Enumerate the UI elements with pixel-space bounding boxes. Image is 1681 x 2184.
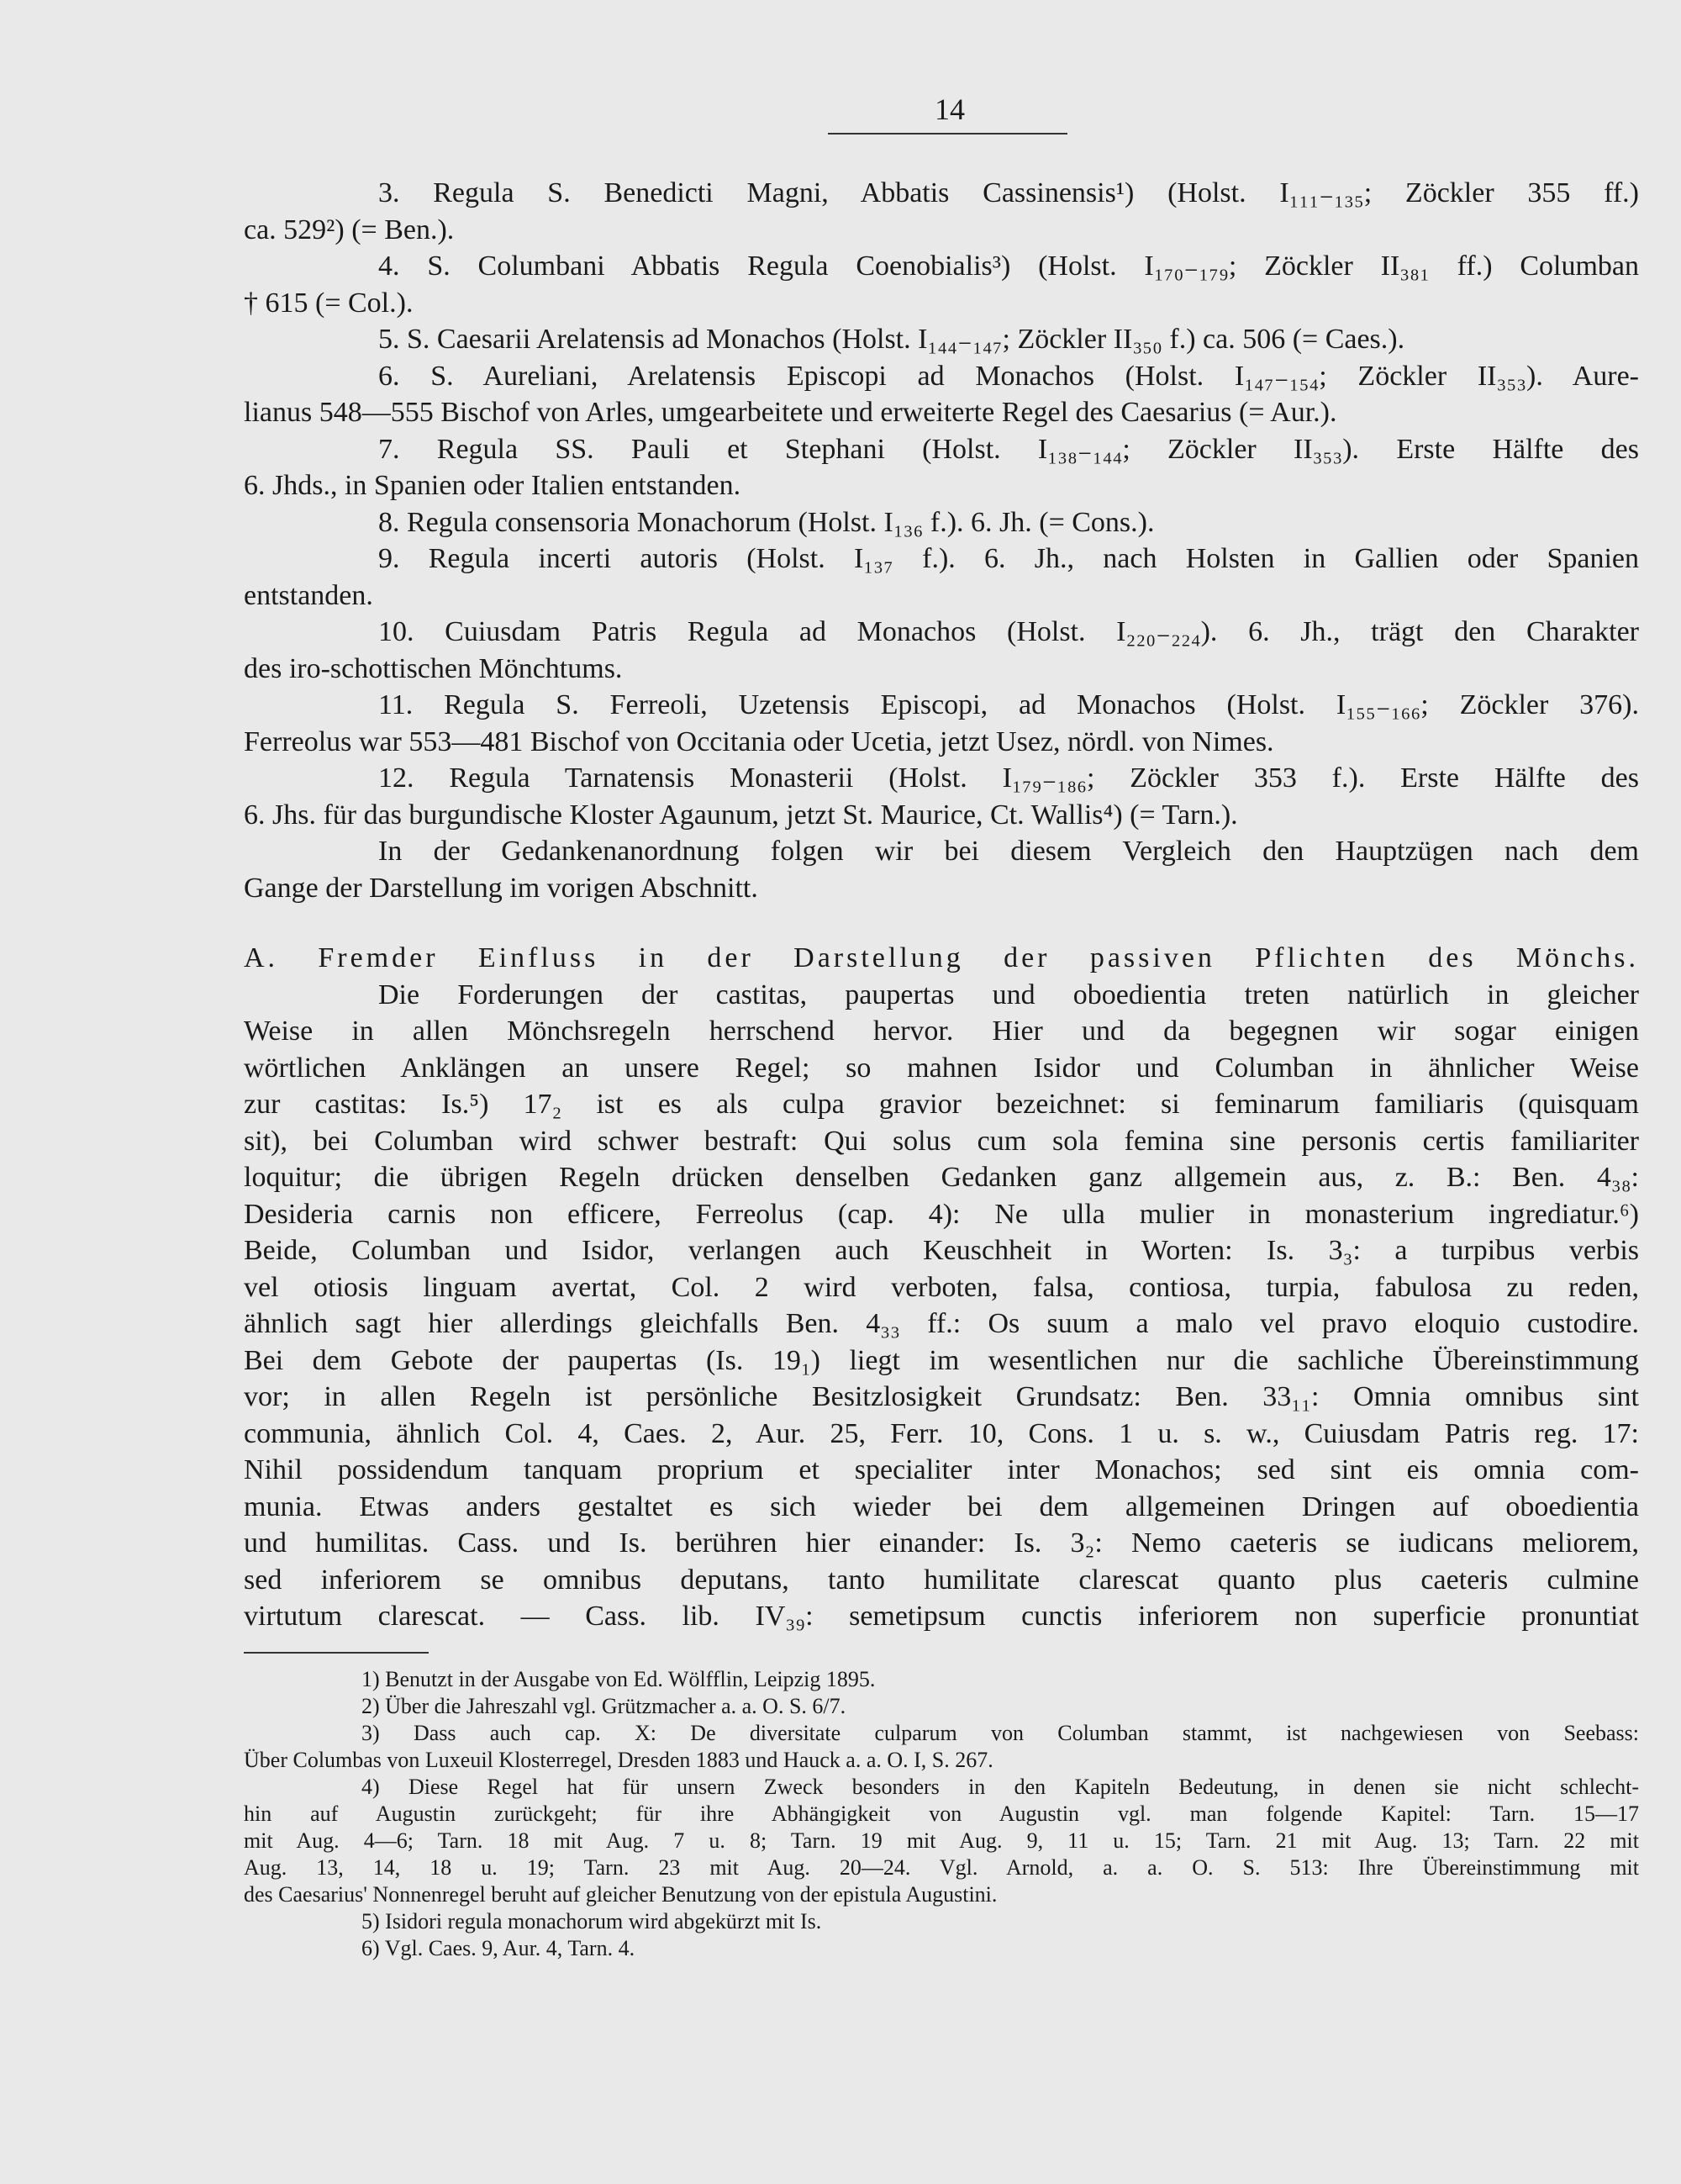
footnote <box>244 1774 1639 1908</box>
header-rule <box>828 133 1067 135</box>
list-item <box>244 358 1639 431</box>
text-line: wörtlichen Anklängen an unsere Regel; so mahnen Isidor und Columban in ähnlicher Weise <box>244 1052 1639 1084</box>
footnote <box>244 1935 1639 1962</box>
text-line: Weise in allen Mönchsregeln herrschend hervor. Hier und da begegnen wir sogar einigen <box>244 1016 1639 1047</box>
footnote <box>244 1720 1639 1774</box>
text-line: vor; in allen Regeln ist persönliche Besitzlosigkeit Grundsatz: Ben. 33₁₁: Omnia omnibus sint <box>244 1381 1639 1412</box>
text-line: zur castitas: Is.⁵) 17₂ ist es als culpa gravior bezeichnet: si feminarum familiaris (quisquam <box>244 1089 1639 1120</box>
text-line: sed inferiorem se omnibus deputans, tanto humilitate clarescat quanto plus caeteris culmine <box>244 1564 1639 1596</box>
text-line: loquitur; die übrigen Regeln drücken denselben Gedanken ganz allgemein aus, z. B.: Ben. 4₃₈: <box>244 1162 1639 1193</box>
text-line: 5. S. Caesarii Arelatensis ad Monachos (Holst. I₁₄₄₋₁₄₇; Zöckler II₃₅₀ f.) ca. 506 (= Caes.). <box>378 324 1405 355</box>
list-item <box>244 760 1639 833</box>
footnote <box>244 1908 1639 1935</box>
text-line: ca. 529²) (= Ben.). <box>244 214 455 245</box>
list-item <box>244 687 1639 760</box>
text-line: 4. S. Columbani Abbatis Regula Coenobialis³) (Holst. I₁₇₀₋₁₇₉; Zöckler II₃₈₁ ff.) Columban <box>378 251 1639 282</box>
footnote-line: 1) Benutzt in der Ausgabe von Ed. Wölfflin, Leipzig 1895. <box>361 1667 876 1691</box>
list-item <box>244 321 1639 358</box>
text-line: 11. Regula S. Ferreoli, Uzetensis Episcopi, ad Monachos (Holst. I₁₅₅₋₁₆₆; Zöckler 376). <box>378 689 1639 720</box>
footnote-line: Aug. 13, 14, 18 u. 19; Tarn. 23 mit Aug. 20—24. Vgl. Arnold, a. a. O. S. 513: Ihre Übereinstimmung mit <box>244 1855 1639 1880</box>
list-item <box>244 614 1639 687</box>
text-line: 8. Regula consensoria Monachorum (Holst. I₁₃₆ f.). 6. Jh. (= Cons.). <box>378 506 1155 538</box>
text-line: Nihil possidendum tanquam proprium et specialiter inter Monachos; sed sint eis omnia com- <box>244 1454 1639 1485</box>
text-line: virtutum clarescat. — Cass. lib. IV₃₉: semetipsum cunctis inferiorem non superficie pronuntiat <box>244 1601 1639 1632</box>
text-line: Gange der Darstellung im vorigen Abschnitt. <box>244 872 758 904</box>
text-line: und humilitas. Cass. und Is. berühren hier einander: Is. 3₂: Nemo caeteris se iudicans meliorem, <box>244 1527 1639 1559</box>
text-line: entstanden. <box>244 579 373 611</box>
footnote-line: Über Columbas von Luxeuil Klosterregel, Dresden 1883 und Hauck a. a. O. I, S. 267. <box>244 1748 993 1772</box>
text-line: 3. Regula S. Benedicti Magni, Abbatis Cassinensis¹) (Holst. I₁₁₁₋₁₃₅; Zöckler 355 ff.) <box>378 177 1639 208</box>
text-line: communia, ähnlich Col. 4, Caes. 2, Aur. 25, Ferr. 10, Cons. 1 u. s. w., Cuiusdam Patris reg. 17: <box>244 1417 1639 1449</box>
text-line: 12. Regula Tarnatensis Monasterii (Holst. I₁₇₉₋₁₈₆; Zöckler 353 f.). Erste Hälfte des <box>378 762 1639 794</box>
section-heading: A. Fremder Einfluss in der Darstellung der passiven Pflichten des Mönchs. <box>244 942 1639 973</box>
footnote-line: hin auf Augustin zurückgeht; für ihre Abhängigkeit von Augustin vgl. man folgende Kapitel: Tarn. 15—17 <box>244 1802 1639 1826</box>
text-line: sit), bei Columban wird schwer bestraft: Qui solus cum sola femina sine personis certis familiariter <box>244 1125 1639 1157</box>
text-line: 6. Jhds., in Spanien oder Italien entstanden. <box>244 470 741 501</box>
text-line: Beide, Columban und Isidor, verlangen auch Keuschheit in Worten: Is. 3₃: a turpibus verbis <box>244 1235 1639 1266</box>
text-line: munia. Etwas anders gestaltet es sich wieder bei dem allgemeinen Dringen auf oboedientia <box>244 1490 1639 1522</box>
text-line: ähnlich sagt hier allerdings gleichfalls Ben. 4₃₃ ff.: Os suum a malo vel pravo eloquio custodire. <box>244 1308 1639 1339</box>
footnote-line: 4) Diese Regel hat für unsern Zweck besonders in den Kapiteln Bedeutung, in denen sie nicht schlecht- <box>361 1775 1639 1799</box>
footnote <box>244 1693 1639 1720</box>
footnote-rule <box>244 1652 429 1654</box>
text-line: In der Gedankenanordnung folgen wir bei diesem Vergleich den Hauptzügen nach dem <box>378 836 1639 867</box>
footnote <box>244 1666 1639 1693</box>
text-line: Die Forderungen der castitas, paupertas und oboedientia treten natürlich in gleicher <box>378 979 1639 1010</box>
list-item <box>244 833 1639 906</box>
text-line: 9. Regula incerti autoris (Holst. I₁₃₇ f.). 6. Jh., nach Holsten in Gallien oder Spanien <box>378 543 1639 574</box>
text-line: Desideria carnis non efficere, Ferreolus (cap. 4): Ne ulla mulier in monasterium ingrediatur.⁶) <box>244 1198 1639 1230</box>
list-item <box>244 248 1639 321</box>
footnote-line: 6) Vgl. Caes. 9, Aur. 4, Tarn. 4. <box>361 1936 635 1960</box>
section-body <box>244 977 1639 1635</box>
text-line: Bei dem Gebote der paupertas (Is. 19₁) liegt im wesentlichen nur die sachliche Übereinstimmung <box>244 1344 1639 1376</box>
text-line: 6. S. Aureliani, Arelatensis Episcopi ad Monachos (Holst. I₁₄₇₋₁₅₄; Zöckler II₃₅₃). Aure- <box>378 360 1639 392</box>
text-line: † 615 (= Col.). <box>244 287 414 319</box>
text-line: vel otiosis linguam avertat, Col. 2 wird verboten, falsa, contiosa, turpia, fabulosa zu reden, <box>244 1271 1639 1303</box>
text-line: 10. Cuiusdam Patris Regula ad Monachos (Holst. I₂₂₀₋₂₂₄). 6. Jh., trägt den Charakter <box>378 616 1639 647</box>
footnotes <box>244 1666 1639 1962</box>
page-number: 14 <box>935 92 965 126</box>
text-line: lianus 548—555 Bischof von Arles, umgearbeitete und erweiterte Regel des Caesarius (= Aur.). <box>244 397 1337 428</box>
main-text <box>244 175 1639 1635</box>
footnote-line: mit Aug. 4—6; Tarn. 18 mit Aug. 7 u. 8; Tarn. 19 mit Aug. 9, 11 u. 15; Tarn. 21 mit Aug. 13; Tarn. 22 mit <box>244 1828 1639 1853</box>
text-line: 6. Jhs. für das burgundische Kloster Agaunum, jetzt St. Maurice, Ct. Wallis⁴) (= Tarn.). <box>244 799 1238 831</box>
footnote-line: 2) Über die Jahreszahl vgl. Grützmacher a. a. O. S. 6/7. <box>361 1694 846 1718</box>
text-line: 7. Regula SS. Pauli et Stephani (Holst. I₁₃₈₋₁₄₄; Zöckler II₃₅₃). Erste Hälfte des <box>378 433 1639 465</box>
list-item <box>244 431 1639 504</box>
text-line: des iro-schottischen Mönchtums. <box>244 652 623 684</box>
rule-list <box>244 175 1639 906</box>
text-line: Ferreolus war 553—481 Bischof von Occitania oder Ucetia, jetzt Usez, nördl. von Nimes. <box>244 725 1274 757</box>
list-item <box>244 504 1639 541</box>
footnote-line: 3) Dass auch cap. X: De diversitate culparum von Columban stammt, ist nachgewiesen von Seebass: <box>361 1721 1639 1745</box>
footnote-line: des Caesarius' Nonnenregel beruht auf gleicher Benutzung von der epistula Augustini. <box>244 1882 998 1907</box>
footnote-line: 5) Isidori regula monachorum wird abgekürzt mit Is. <box>361 1909 822 1933</box>
list-item <box>244 175 1639 248</box>
list-item <box>244 541 1639 614</box>
